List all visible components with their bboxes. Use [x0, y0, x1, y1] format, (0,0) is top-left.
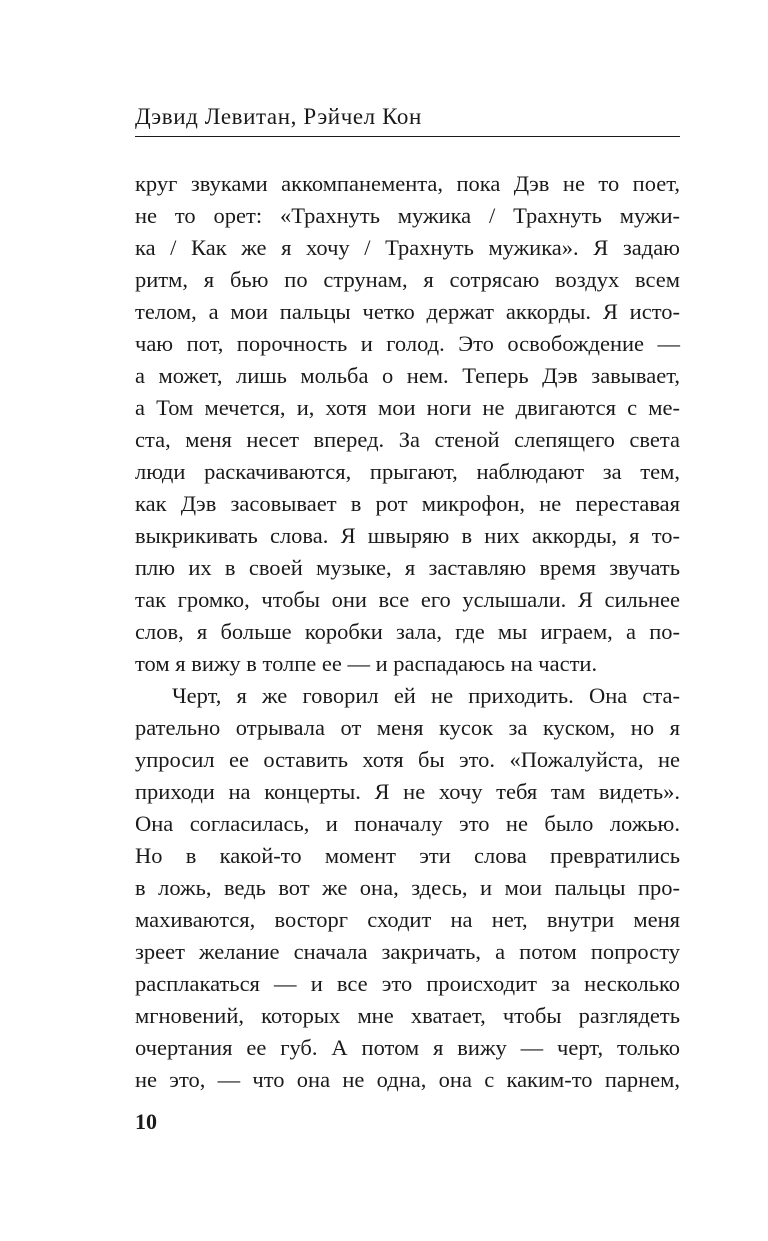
text-line: расплакаться — и все это происходит за несколько	[135, 971, 680, 996]
text-line: махиваются, восторг сходит на нет, внутри меня	[135, 907, 680, 932]
text-line: мгновений, которых мне хватает, чтобы разглядеть	[135, 1003, 680, 1028]
text-line: приходи на концерты. Я не хочу тебя там видеть».	[135, 779, 680, 804]
text-line: не то орет: «Трахнуть мужика / Трахнуть мужи-	[135, 203, 680, 228]
text-line: так громко, чтобы они все его услышали. Я сильнее	[135, 587, 680, 612]
text-line: чаю пот, порочность и голод. Это освобождение —	[135, 331, 680, 356]
body-text	[135, 168, 680, 1096]
text-line: телом, а мои пальцы четко держат аккорды. Я исто-	[135, 299, 680, 324]
text-line: люди раскачиваются, прыгают, наблюдают за тем,	[135, 459, 680, 484]
text-line: круг звуками аккомпанемента, пока Дэв не то поет,	[135, 171, 680, 196]
text-line: а может, лишь мольба о нем. Теперь Дэв завывает,	[135, 363, 680, 388]
text-line: как Дэв засовывает в рот микрофон, не переставая	[135, 491, 680, 516]
text-line: очертания ее губ. А потом я вижу — черт, только	[135, 1035, 680, 1060]
text-line: том я вижу в толпе ее — и распадаюсь на части.	[135, 651, 598, 676]
text-line: а Том мечется, и, хотя мои ноги не двигаются с ме-	[135, 395, 680, 420]
text-line: ста, меня несет вперед. За стеной слепящего света	[135, 427, 680, 452]
running-header: Дэвид Левитан, Рэйчел Кон	[135, 104, 422, 129]
text-line: Она согласилась, и поначалу это не было ложью.	[135, 811, 680, 836]
text-line: в ложь, ведь вот же она, здесь, и мои пальцы про-	[135, 875, 680, 900]
text-line: слов, я больше коробки зала, где мы играем, а по-	[135, 619, 680, 644]
text-line: ритм, я бью по струнам, я сотрясаю воздух всем	[135, 267, 680, 292]
text-line: упросил ее оставить хотя бы это. «Пожалуйста, не	[135, 747, 680, 772]
text-line: рательно отрывала от меня кусок за куском, но я	[135, 715, 680, 740]
text-line: ка / Как же я хочу / Трахнуть мужика». Я задаю	[135, 235, 680, 260]
header-rule	[135, 136, 680, 137]
text-line: Но в какой-то момент эти слова превратились	[135, 843, 680, 868]
page-number: 10	[135, 1109, 157, 1134]
text-line: не это, — что она не одна, она с каким-то парнем,	[135, 1067, 680, 1092]
text-line-indented: Черт, я же говорил ей не приходить. Она ста-	[172, 683, 680, 708]
text-line: плю их в своей музыке, я заставляю время звучать	[135, 555, 680, 580]
text-line: выкрикивать слова. Я швыряю в них аккорды, я то-	[135, 523, 680, 548]
text-line: зреет желание сначала закричать, а потом попросту	[135, 939, 680, 964]
